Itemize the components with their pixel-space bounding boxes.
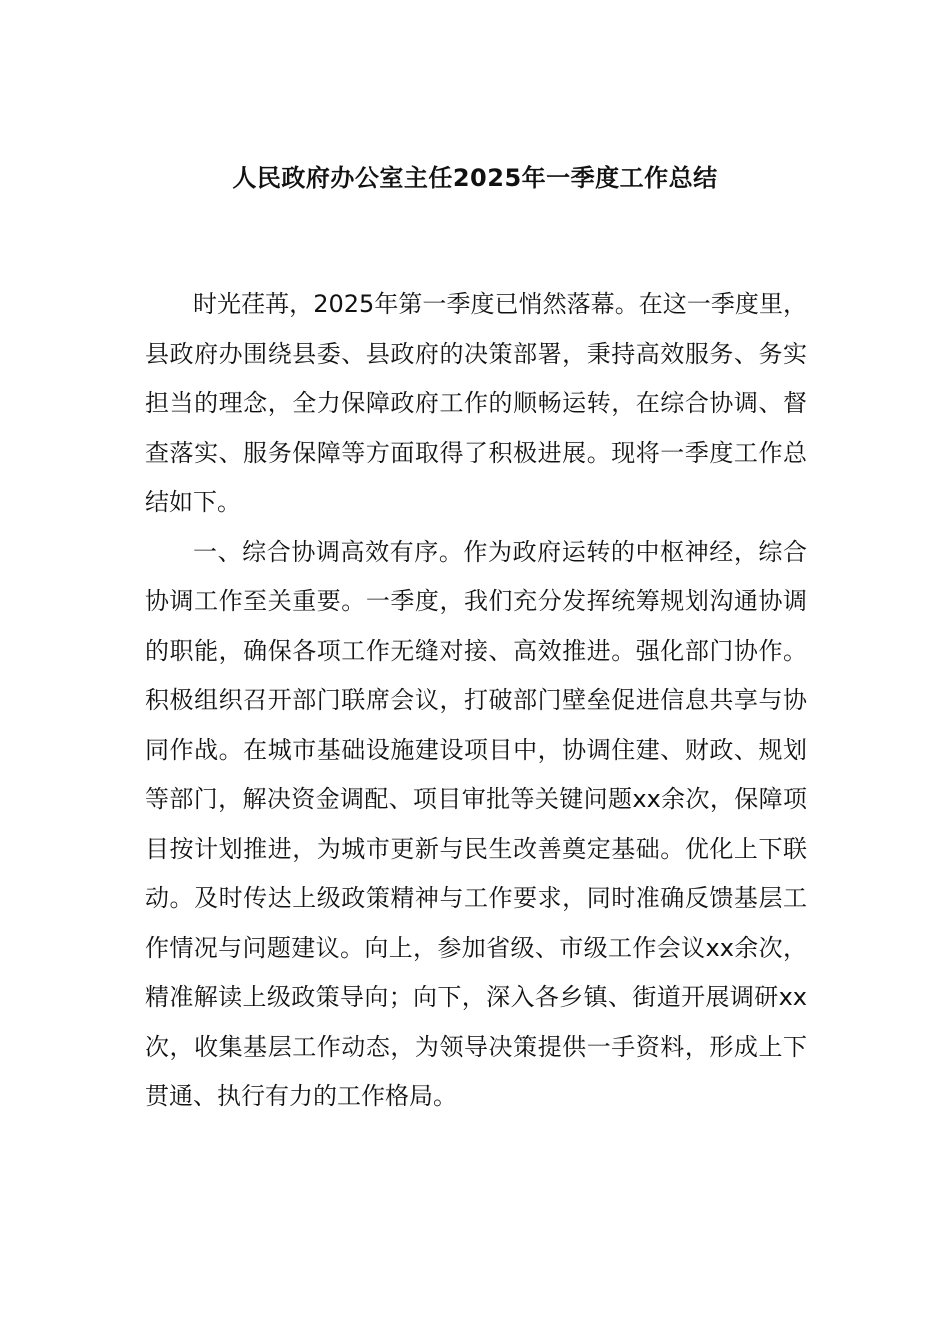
document-body	[145, 280, 807, 1122]
paragraph-section-1: 一、综合协调高效有序。作为政府运转的中枢神经，综合协调工作至关重要。一季度，我们充分发挥统筹规划沟通协调的职能，确保各项工作无缝对接、高效推进。强化部门协作。积极组织召开部门联席会议，打破部门壁垒促进信息共享与协同作战。在城市基础设施建设项目中，协调住建、财政、规划等部门，解决资金调配、项目审批等关键问题xx余次，保障项目按计划推进，为城市更新与民生改善奠定基础。优化上下联动。及时传达上级政策精神与工作要求，同时准确反馈基层工作情况与问题建议。向上，参加省级、市级工作会议xx余次，精准解读上级政策导向；向下，深入各乡镇、街道开展调研xx次，收集基层工作动态，为领导决策提供一手资料，形成上下贯通、执行有力的工作格局。	[145, 537, 807, 1110]
paragraph-intro: 时光荏苒，2025年第一季度已悄然落幕。在这一季度里，县政府办围绕县委、县政府的决策部署，秉持高效服务、务实担当的理念，全力保障政府工作的顺畅运转，在综合协调、督查落实、服务保障等方面取得了积极进展。现将一季度工作总结如下。	[145, 290, 807, 516]
document-title: 人民政府办公室主任2025年一季度工作总结	[232, 164, 718, 192]
